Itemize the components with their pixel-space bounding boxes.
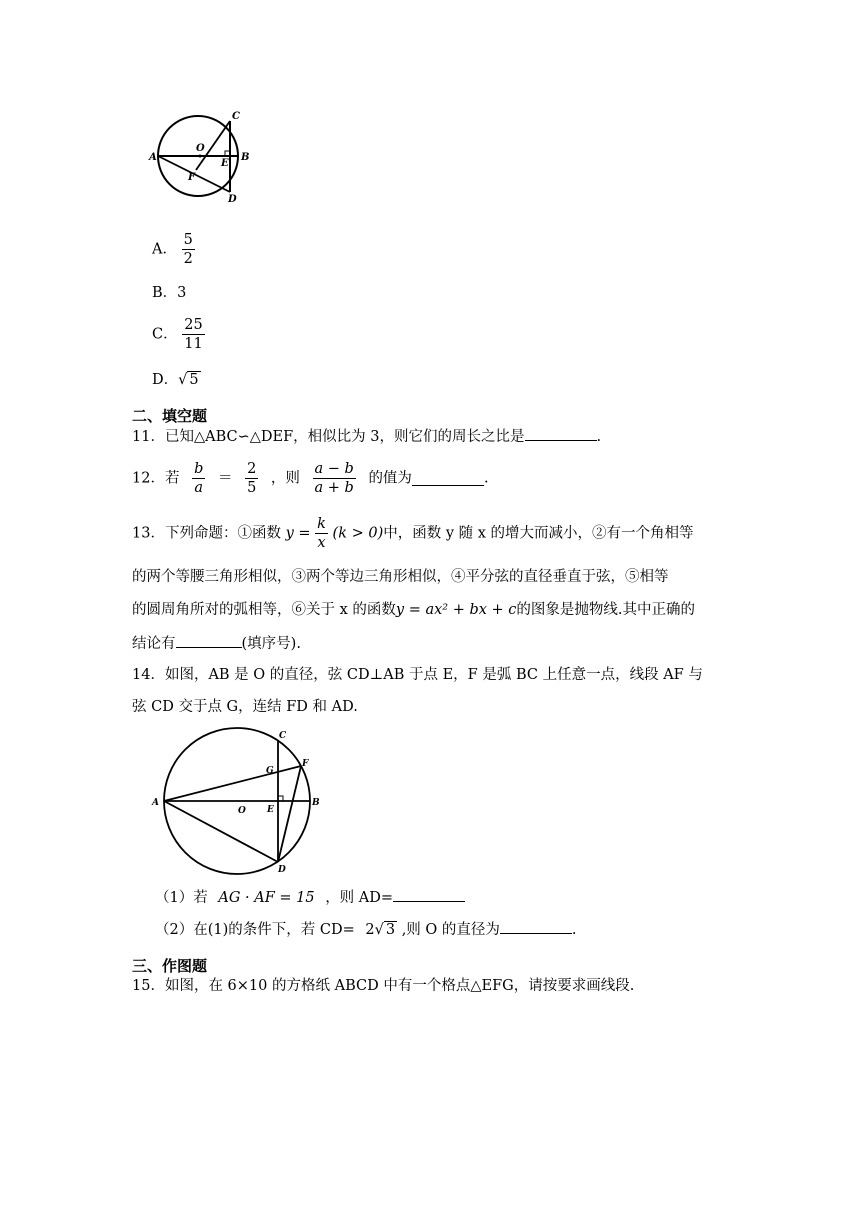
- option-a: [152, 231, 195, 268]
- fig1-label-d: D: [228, 194, 237, 205]
- option-c: [152, 316, 205, 353]
- question-13-line-2: 的两个等腰三角形相似，③两个等边三角形相似，④平分弦的直径垂直于弦，⑤相等: [132, 569, 669, 585]
- fig2-label-g: G: [266, 766, 274, 776]
- fig1-label-e: E: [221, 158, 229, 169]
- q14-2-end: .: [571, 922, 577, 938]
- q13-f-num: k: [317, 516, 326, 532]
- q14-1-math: AG · AF = 15: [218, 890, 315, 906]
- q12-fraction-expr: [313, 460, 356, 497]
- q13-l1-y: y =: [285, 525, 311, 542]
- q12-pre: 12．若: [132, 470, 180, 487]
- question-14-part-2: [155, 919, 577, 940]
- q12-fraction-2-5: [245, 460, 258, 497]
- q13-l1-cond: (k > 0): [332, 525, 384, 542]
- q12-post: 的值为: [368, 470, 412, 487]
- q12-f1-den: a: [194, 480, 204, 496]
- q12-f2-num: 2: [247, 461, 257, 477]
- question-13-line-4: [132, 633, 301, 654]
- fig1-label-c: C: [232, 111, 240, 122]
- q12-f1-num: b: [194, 461, 204, 477]
- q13-l1-post: 中，函数 y 随 x 的增大而减小，②有一个角相等: [383, 525, 694, 542]
- q14-2-answer-blank[interactable]: [500, 919, 572, 934]
- question-13-line-1: [132, 515, 694, 552]
- q14-2-coef: 2: [365, 922, 375, 938]
- question-14-part-1: [155, 887, 465, 908]
- q13-l4-post: (填序号).: [241, 636, 301, 652]
- section-2-title: 二、填空题: [132, 407, 208, 425]
- question-14-line-1: 14．如图，AB 是 O 的直径，弦 CD⊥AB 于点 E，F 是弧 BC 上任意一点，线段 AF 与: [132, 667, 703, 683]
- q11-text: 11．已知△ABC∽△DEF，相似比为 3，则它们的周长之比是: [132, 429, 525, 445]
- q14-1-post: ，则 AD=: [325, 890, 394, 906]
- fig1-center-dot: [199, 155, 202, 158]
- option-a-key: A．: [152, 241, 177, 258]
- q14-2-radicand: 3: [385, 922, 396, 938]
- q14-2-root-sign: √: [374, 922, 384, 938]
- q14-2-post: ,则 O 的直径为: [401, 922, 500, 938]
- section-3-title: 三、作图题: [132, 957, 208, 975]
- q12-mid: ，则: [270, 470, 300, 487]
- q12-f3-den: a + b: [314, 480, 354, 496]
- option-b: [152, 283, 186, 303]
- question-12: [132, 460, 489, 497]
- circle-figure-2: [148, 726, 328, 876]
- q12-f2-den: 5: [247, 480, 257, 496]
- fig2-label-o: O: [238, 806, 246, 816]
- option-a-den: 2: [183, 251, 193, 267]
- q13-l3-math: y = ax² + bx + c: [395, 602, 517, 618]
- fig1-label-o: O: [196, 143, 205, 154]
- q13-answer-blank[interactable]: [176, 633, 242, 648]
- option-d: [152, 370, 201, 390]
- q12-end: .: [483, 470, 489, 487]
- fig2-line-ad: [164, 801, 278, 862]
- q13-l3-post: 的图象是抛物线.其中正确的: [516, 602, 696, 618]
- q11-answer-blank[interactable]: [525, 426, 597, 441]
- option-d-root-sign: √: [178, 372, 188, 388]
- option-c-den: 11: [184, 336, 203, 352]
- q12-equals: ＝: [217, 470, 233, 487]
- q14-2-pre: （2）在(1)的条件下，若 CD=: [155, 922, 355, 938]
- fig1-label-b: B: [241, 152, 250, 163]
- option-c-key: C．: [152, 326, 178, 343]
- fig2-label-d: D: [278, 865, 286, 875]
- question-15: 15．如图，在 6×10 的方格纸 ABCD 中有一个格点△EFG，请按要求画线段.: [132, 978, 635, 994]
- q12-fraction-b-a: [192, 460, 205, 497]
- q12-answer-blank[interactable]: [412, 471, 484, 486]
- fig2-label-a: A: [152, 798, 159, 808]
- q13-f-den: x: [317, 535, 326, 551]
- fig2-label-e: E: [267, 805, 274, 815]
- q13-l1-pre: 13．下列命题：①函数: [132, 525, 281, 542]
- option-b-value: 3: [177, 285, 187, 301]
- option-a-fraction: [182, 231, 195, 268]
- fig1-label-f: F: [188, 172, 196, 183]
- fig2-label-c: C: [279, 731, 287, 741]
- fig2-label-f: F: [302, 759, 309, 769]
- option-c-fraction: [182, 316, 204, 353]
- option-d-radicand: 5: [189, 372, 199, 388]
- q12-f3-num: a − b: [314, 461, 354, 477]
- option-d-key: D．: [152, 372, 179, 388]
- q11-end: .: [596, 429, 602, 445]
- circle-figure-1: [148, 104, 268, 208]
- option-a-num: 5: [183, 232, 193, 248]
- q14-1-pre: （1）若: [155, 890, 208, 906]
- question-14-line-2: 弦 CD 交于点 G，连结 FD 和 AD.: [132, 699, 358, 715]
- fig1-label-a: A: [149, 152, 157, 163]
- q13-l3-pre: 的圆周角所对的弧相等，⑥关于 x 的函数: [132, 602, 396, 618]
- option-c-num: 25: [184, 317, 203, 333]
- q13-l4-pre: 结论有: [132, 636, 176, 652]
- q13-fraction-k-x: [315, 515, 328, 552]
- option-b-key: B．: [152, 285, 178, 301]
- fig2-label-b: B: [312, 798, 320, 808]
- fig2-line-fd: [278, 766, 301, 862]
- question-11: [132, 426, 601, 447]
- question-13-line-3: [132, 600, 695, 620]
- q14-1-answer-blank[interactable]: [393, 887, 465, 902]
